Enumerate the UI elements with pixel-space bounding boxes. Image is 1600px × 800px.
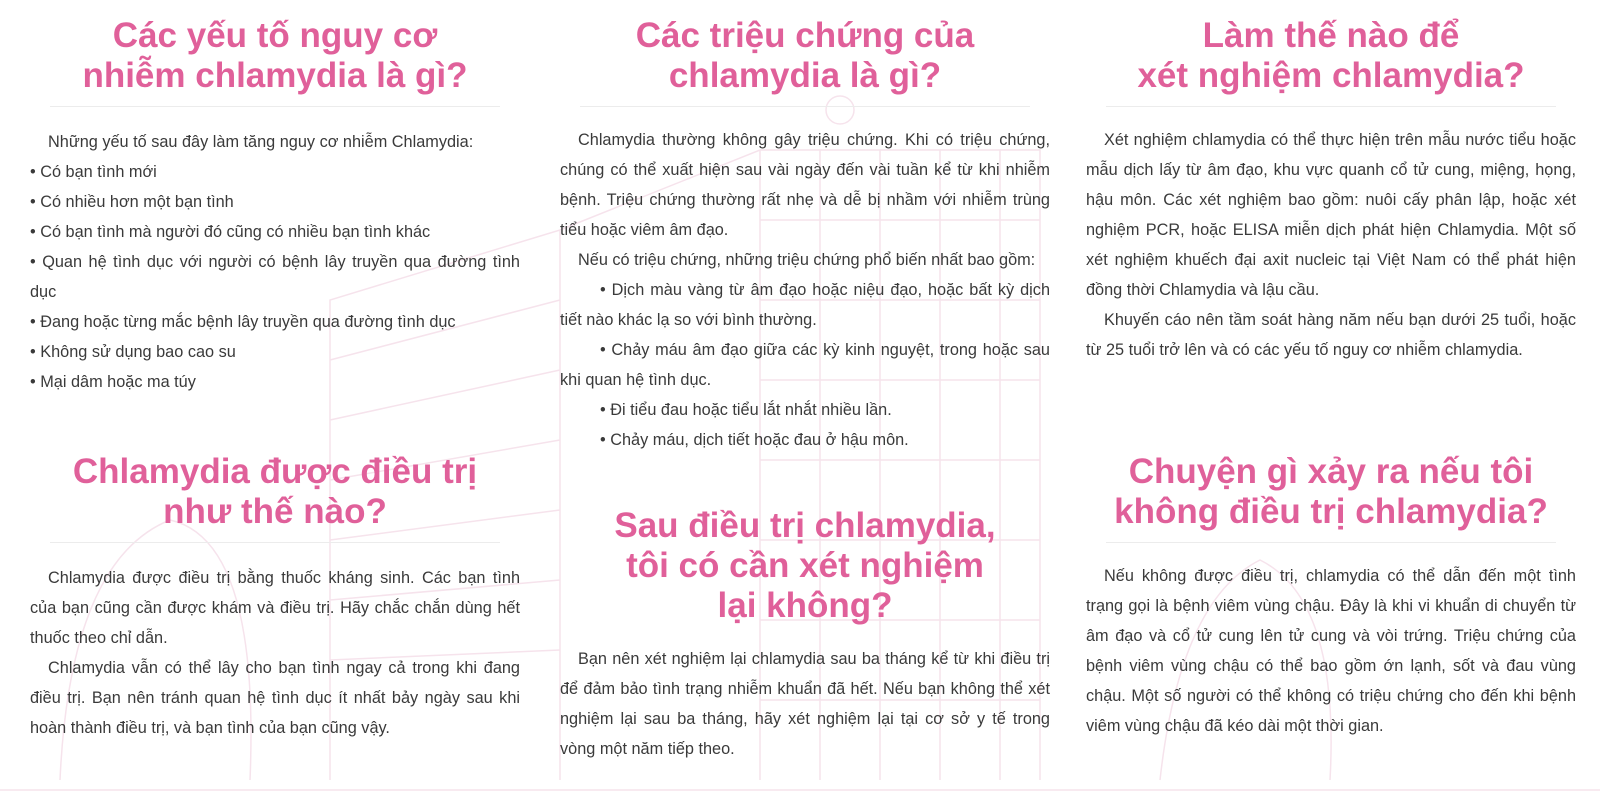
risk-factors-section: [30, 16, 520, 397]
untreated-title: [1086, 452, 1576, 532]
symptoms-section: [560, 16, 1050, 455]
treatment-paragraph-1: Chlamydia được điều trị bằng thuốc kháng sinh. Các bạn tình của bạn cũng cần được khám và điều trị. Hãy chắc chắn dùng hết thuốc theo chỉ dẫn.: [30, 569, 520, 647]
risk-factors-title-line2: nhiễm chlamydia là gì?: [82, 56, 468, 95]
retest-title: [560, 506, 1050, 626]
testing-paragraph-1: Xét nghiệm chlamydia có thể thực hiện trên mẫu nước tiểu hoặc mẫu dịch lấy từ âm đạo, khu vực quanh cổ tử cung, miệng, họng, hậu môn. Các xét nghiệm bao gồm: nuôi cấy phân lập, hoặc xét nghiệm PCR, hoặc ELISA miễn dịch phát hiện Chlamydia. Một số xét nghiệm khuếch đại axit nucleic tại Việt Nam có thể phát hiện đồng thời Chlamydia và lậu cầu.: [1086, 131, 1576, 299]
untreated-title-line2: không điều trị chlamydia?: [1114, 492, 1548, 531]
list-item: • Có bạn tình mà người đó cũng có nhiều bạn tình khác: [30, 223, 431, 241]
testing-title: [1086, 16, 1576, 96]
symptoms-title-line2: chlamydia là gì?: [668, 56, 942, 95]
list-item: • Quan hệ tình dục với người có bệnh lây truyền qua đường tình dục: [30, 253, 520, 301]
list-item: • Mại dâm hoặc ma túy: [30, 373, 196, 391]
list-item: • Có nhiều hơn một bạn tình: [30, 193, 234, 211]
list-item: • Đang hoặc từng mắc bệnh lây truyền qua đường tình dục: [30, 313, 456, 331]
symptoms-title-line1: Các triệu chứng của: [635, 16, 975, 55]
retest-title-line1: Sau điều trị chlamydia,: [614, 506, 996, 545]
untreated-section: [1086, 452, 1576, 741]
section-divider: [50, 106, 500, 107]
retest-body: [560, 644, 1050, 764]
list-item: • Dịch màu vàng từ âm đạo hoặc niệu đạo, hoặc bất kỳ dịch tiết nào khác lạ so với bình thường.: [560, 281, 1050, 329]
list-item: • Chảy máu, dịch tiết hoặc đau ở hậu môn.: [600, 431, 909, 449]
testing-body: [1086, 125, 1576, 365]
testing-title-line1: Làm thế nào để: [1202, 16, 1460, 55]
treatment-paragraph-2: Chlamydia vẫn có thể lây cho bạn tình ngay cả trong khi đang điều trị. Bạn nên tránh quan hệ tình dục ít nhất bảy ngày sau khi hoàn thành điều trị, và bạn tình của bạn cũng vậy.: [30, 659, 520, 737]
section-divider: [1106, 106, 1556, 107]
treatment-title-line1: Chlamydia được điều trị: [72, 452, 478, 491]
testing-title-line2: xét nghiệm chlamydia?: [1137, 56, 1525, 95]
retest-title-line2: tôi có cần xét nghiệm: [626, 546, 984, 585]
section-divider: [580, 106, 1030, 107]
testing-section: [1086, 16, 1576, 365]
section-divider: [1106, 542, 1556, 543]
retest-title-line3: lại không?: [717, 586, 893, 625]
risk-factors-title: [30, 16, 520, 96]
treatment-title-line2: như thế nào?: [163, 492, 387, 531]
symptoms-paragraph-1: Chlamydia thường không gây triệu chứng. Khi có triệu chứng, chúng có thể xuất hiện sau vài ngày đến vài tuần kể từ khi nhiễm bệnh. Triệu chứng thường rất nhẹ và dễ bị nhầm với nhiễm trùng tiểu hoặc viêm âm đạo.: [560, 131, 1050, 239]
testing-paragraph-2: Khuyến cáo nên tầm soát hàng năm nếu bạn dưới 25 tuổi, hoặc từ 25 tuổi trở lên và có các yếu tố nguy cơ nhiễm chlamydia.: [1086, 311, 1576, 359]
list-item: • Đi tiểu đau hoặc tiểu lắt nhắt nhiều lần.: [600, 401, 892, 419]
section-divider: [50, 542, 500, 543]
list-item: • Chảy máu âm đạo giữa các kỳ kinh nguyệt, trong hoặc sau khi quan hệ tình dục.: [560, 341, 1050, 389]
risk-factors-intro: Những yếu tố sau đây làm tăng nguy cơ nhiễm Chlamydia:: [48, 133, 474, 151]
list-item: • Có bạn tình mới: [30, 163, 157, 181]
risk-factors-title-line1: Các yếu tố nguy cơ: [112, 16, 438, 55]
retest-section: [560, 506, 1050, 764]
untreated-body: [1086, 561, 1576, 741]
treatment-title: [30, 452, 520, 532]
treatment-body: [30, 563, 520, 743]
risk-factors-body: [30, 127, 520, 397]
untreated-paragraph-1: Nếu không được điều trị, chlamydia có thể dẫn đến một tình trạng gọi là bệnh viêm vùng chậu. Đây là khi vi khuẩn di chuyển từ âm đạo và cổ tử cung lên tử cung và vòi trứng. Triệu chứng của bệnh viêm vùng chậu có thể bao gồm ớn lạnh, sốt và đau vùng chậu. Một số người có thể không có triệu chứng cho đến khi bệnh viêm vùng chậu đã kéo dài một thời gian.: [1086, 567, 1576, 735]
symptoms-paragraph-2: Nếu có triệu chứng, những triệu chứng phổ biến nhất bao gồm:: [578, 251, 1036, 269]
untreated-title-line1: Chuyện gì xảy ra nếu tôi: [1128, 452, 1534, 491]
symptoms-body: [560, 125, 1050, 455]
list-item: • Không sử dụng bao cao su: [30, 343, 236, 361]
treatment-section: [30, 452, 520, 743]
retest-paragraph-1: Bạn nên xét nghiệm lại chlamydia sau ba tháng kể từ khi điều trị để đảm bảo tình trạng nhiễm khuẩn đã hết. Nếu bạn không thể xét nghiệm lại sau ba tháng, hãy xét nghiệm lại tại cơ sở y tế trong vòng một năm tiếp theo.: [560, 650, 1050, 758]
symptoms-title: [560, 16, 1050, 96]
